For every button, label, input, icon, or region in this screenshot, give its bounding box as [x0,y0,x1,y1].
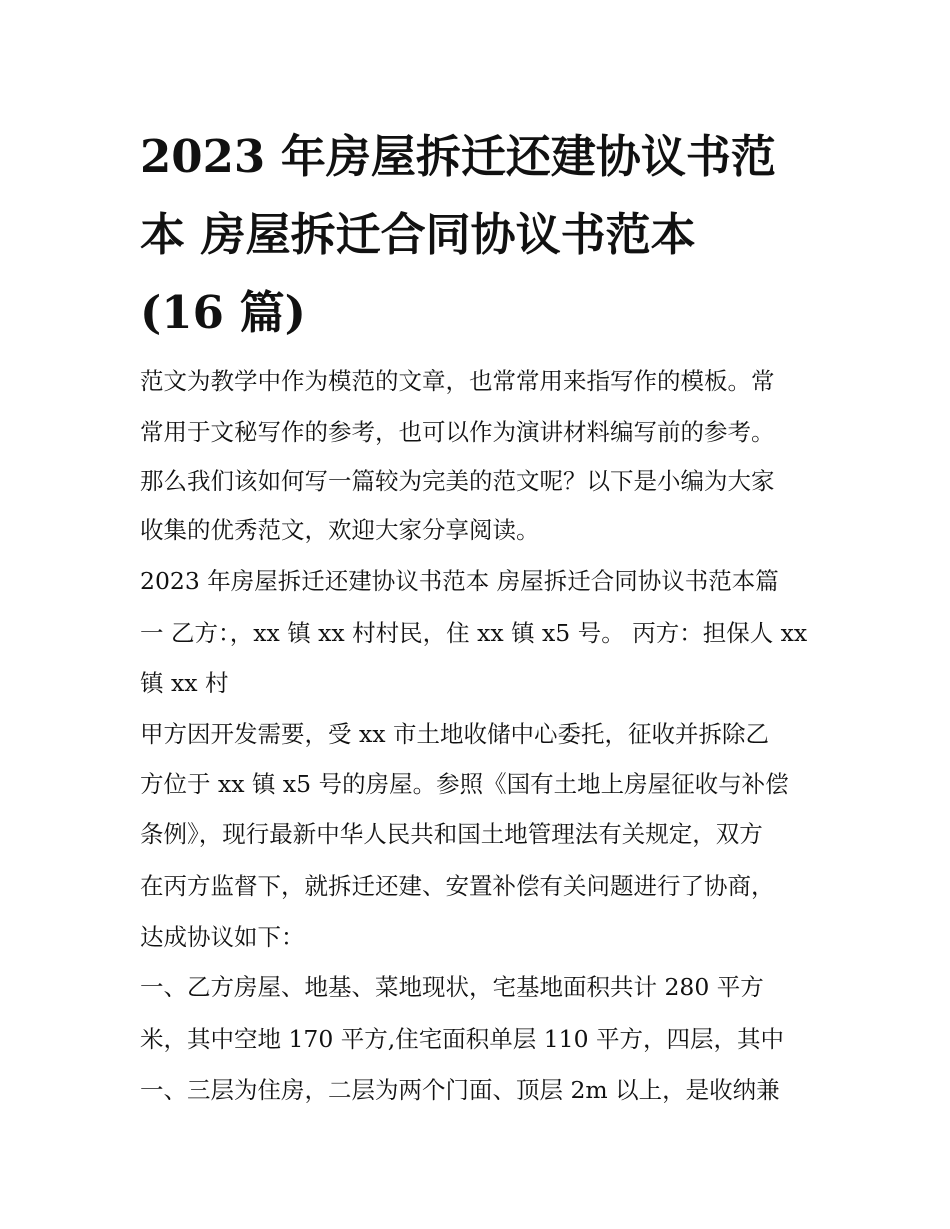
intro-line: 收集的优秀范文，欢迎大家分享阅读。 [140,516,540,544]
title-line: (16 篇) [140,286,306,339]
paragraph-line: 在丙方监督下，就拆迁还建、安置补偿有关问题进行了协商， [140,872,775,900]
paragraph-line: 达成协议如下： [140,923,305,951]
paragraph-line: 条例》，现行最新中华人民共和国土地管理法有关规定，双方 [140,820,763,848]
document-title [140,118,820,352]
intro-line: 那么我们该如何写一篇较为完美的范文呢？以下是小编为大家 [140,467,775,495]
paragraph-line: 甲方因开发需要，受 xx 市土地收储中心委托，征收并拆除乙 [140,720,769,748]
section-heading-line: 2023 年房屋拆迁还建协议书范本 房屋拆迁合同协议书范本篇 [140,567,779,595]
paragraph-line: 米，其中空地 170 平方,住宅面积单层 110 平方，四层，其中 [140,1025,785,1053]
paragraph-line: 方位于 xx 镇 x5 号的房屋。参照《国有土地上房屋征收与补偿 [140,770,789,798]
paragraph-line: 一、三层为住房，二层为两个门面、顶层 2m 以上，是收纳兼 [140,1076,780,1104]
section-heading-line: 镇 xx 村 [140,669,229,697]
paragraph-line: 一、乙方房屋、地基、菜地现状，宅基地面积共计 280 平方 [140,973,764,1001]
section-heading-line: 一 乙方：，xx 镇 xx 村村民，住 xx 镇 x5 号。 丙方：担保人 xx [140,619,808,647]
title-line: 本 房屋拆迁合同协议书范本 [140,208,696,261]
title-line: 2023 年房屋拆迁还建协议书范 [140,130,776,183]
intro-line: 常用于文秘写作的参考，也可以作为演讲材料编写前的参考。 [140,418,775,446]
intro-line: 范文为教学中作为模范的文章，也常常用来指写作的模板。常 [140,367,775,395]
